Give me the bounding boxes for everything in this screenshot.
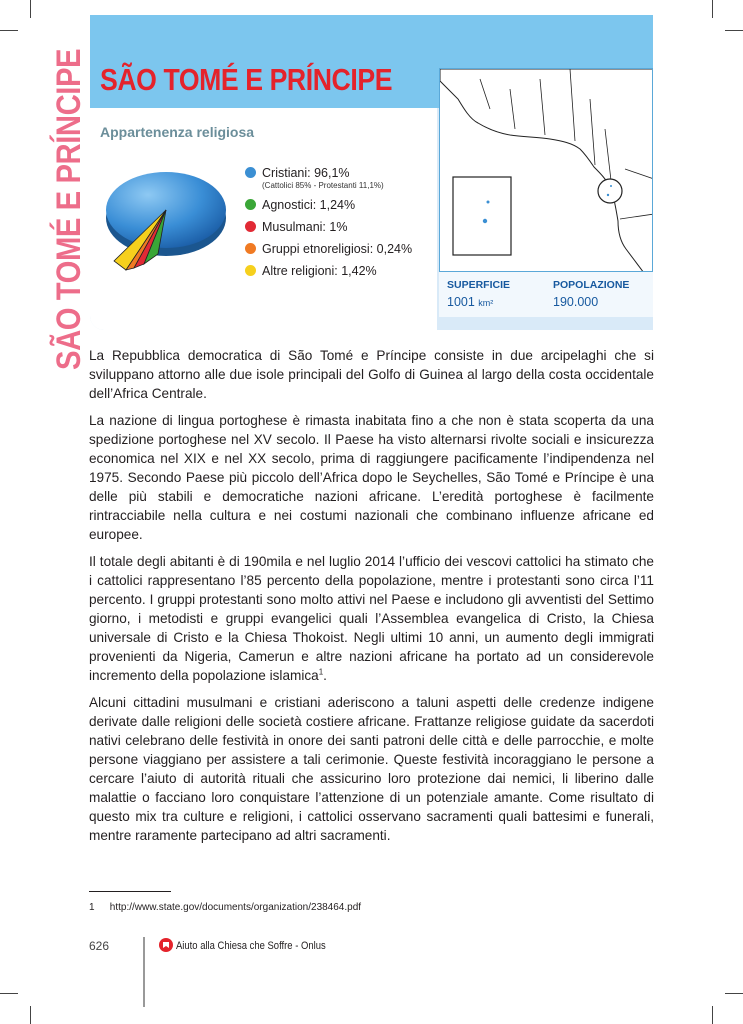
legend-label: Musulmani: 1% <box>262 220 348 234</box>
area-label: SUPERFICIE <box>447 279 511 291</box>
article-body <box>89 346 654 853</box>
area-number: 1001 <box>447 295 475 309</box>
legend-dot <box>245 221 256 232</box>
footnote-number: 1 <box>89 902 95 913</box>
paragraph-text: Il totale degli abitanti è di 190mila e nel luglio 2014 l’ufficio dei vescovi cattolici ha stimato che i cattolici rappresentano l’85 percento della popolazione, mentre i protestanti sono circa l’11 percento. I gruppi protestanti sono molto attivi nel Paese e includono gli avventisti del Settimo giorno, i metodisti e gruppi evangelici quali l’Assemblea evangelica di Cristo, la Chiesa universale di Cristo e la Chiesa Thokoist. Negli ultimi 10 anni, un aumento degli immigrati provenienti da Nigeria, Camerun e altre nazioni africane ha portato ad un considerevole incremento della popolazione islamica <box>89 554 654 683</box>
paragraph: La nazione di lingua portoghese è rimasta inabitata fino a che non è stata scoperta da una spedizione portoghese nel XV secolo. Il Paese ha visto alternarsi rivolte sociali e insicurezza economica nel XIX e nel XX secolo, prima di raggiungere pacificamente l’indipendenza nel 1975. Secondo Paese più piccolo dell’Africa dopo le Seychelles, São Tomé e Príncipe è una delle più stabili e democratiche nazioni africane. L’eredità portoghese è facilmente rintracciabile nella cultura e nei costumi nazionali che combinano influenze africane ed europee. <box>89 413 654 542</box>
map-island-sao-tome <box>483 219 487 223</box>
legend-label: Cristiani: 96,1% <box>262 166 350 180</box>
map-inset <box>453 177 511 255</box>
paragraph-end: . <box>323 668 327 683</box>
crop-mark <box>712 1006 713 1024</box>
footnote <box>89 902 361 913</box>
paragraph: La Repubblica democratica di São Tomé e Príncipe consiste in due arcipelaghi che si sviluppano attorno alle due isole principali del Golfo di Guinea al largo della costa occidentale dell’Africa Centrale. <box>89 348 654 401</box>
footer-divider <box>143 937 145 1007</box>
map-location-dot <box>607 194 609 196</box>
map-location-circle <box>598 179 622 203</box>
area-unit: km² <box>478 298 494 308</box>
footnote-divider <box>89 891 171 892</box>
religion-pie-chart <box>104 158 234 278</box>
legend-label: Altre religioni: 1,42% <box>262 264 377 278</box>
crop-mark <box>30 1006 31 1024</box>
paragraph <box>89 552 654 685</box>
religion-section-title: Appartenenza religiosa <box>100 124 255 140</box>
legend-sub-label: (Cattolici 85% - Protestanti 11,1%) <box>262 181 384 190</box>
crop-mark <box>0 30 18 31</box>
legend-item-musulmani <box>245 219 412 241</box>
footnote-ref[interactable]: 1 <box>318 667 324 677</box>
legend-dot <box>245 199 256 210</box>
area-value <box>447 295 493 309</box>
map-island-principe <box>487 201 490 204</box>
religion-legend <box>245 165 412 285</box>
population-value: 190.000 <box>553 295 599 309</box>
legend-item-gruppi <box>245 241 412 263</box>
crop-mark <box>725 993 743 994</box>
legend-label: Agnostici: 1,24% <box>262 198 356 212</box>
population-label: POPOLAZIONE <box>553 279 630 291</box>
stats-bar <box>439 272 653 317</box>
map-location-dot <box>610 185 612 187</box>
paragraph: Alcuni cittadini musulmani e cristiani aderiscono a taluni aspetti delle credenze indigene derivate dalle religioni delle società costiere africane. Frattanze religiose guidate da sacerdoti nativi celebrano delle festività in onore dei santi patroni delle città e delle parrocchie, e molte persone viaggiano per assistere a tali cerimonie. Queste festività incoraggiano le persone a cercare l’aiuto di autorità rituali che assicurino loro protezione dai nemici, li liberino dalle malattie o facciano loro conquistare l’attenzione di un potenziale amante. Come risultato di questo mix tra culture e religioni, i cattolici osservano sacramenti quali battesimi e funerali, mentre raramente partecipano ad altri sacramenti. <box>89 695 654 843</box>
acs-logo-icon <box>159 938 173 952</box>
side-title: SÃO TOMÉ E PRÍNCIPE <box>50 48 88 370</box>
legend-dot <box>245 265 256 276</box>
location-map <box>439 68 653 272</box>
page-number: 626 <box>89 939 110 953</box>
footnote-link[interactable]: http://www.state.gov/documents/organization/238464.pdf <box>109 902 362 913</box>
crop-mark <box>0 993 18 994</box>
legend-item-agnostici <box>245 197 412 219</box>
legend-dot <box>245 243 256 254</box>
crop-mark <box>30 0 31 18</box>
legend-label: Gruppi etnoreligiosi: 0,24% <box>262 242 413 256</box>
legend-item-cristiani <box>245 165 412 197</box>
crop-mark <box>712 0 713 18</box>
crop-mark <box>725 30 743 31</box>
legend-item-altre <box>245 263 412 285</box>
footer-organization: Aiuto alla Chiesa che Soffre - Onlus <box>176 940 326 952</box>
page-title: SÃO TOMÉ E PRÍNCIPE <box>100 62 393 97</box>
map-drawing <box>440 69 653 272</box>
legend-dot <box>245 167 256 178</box>
